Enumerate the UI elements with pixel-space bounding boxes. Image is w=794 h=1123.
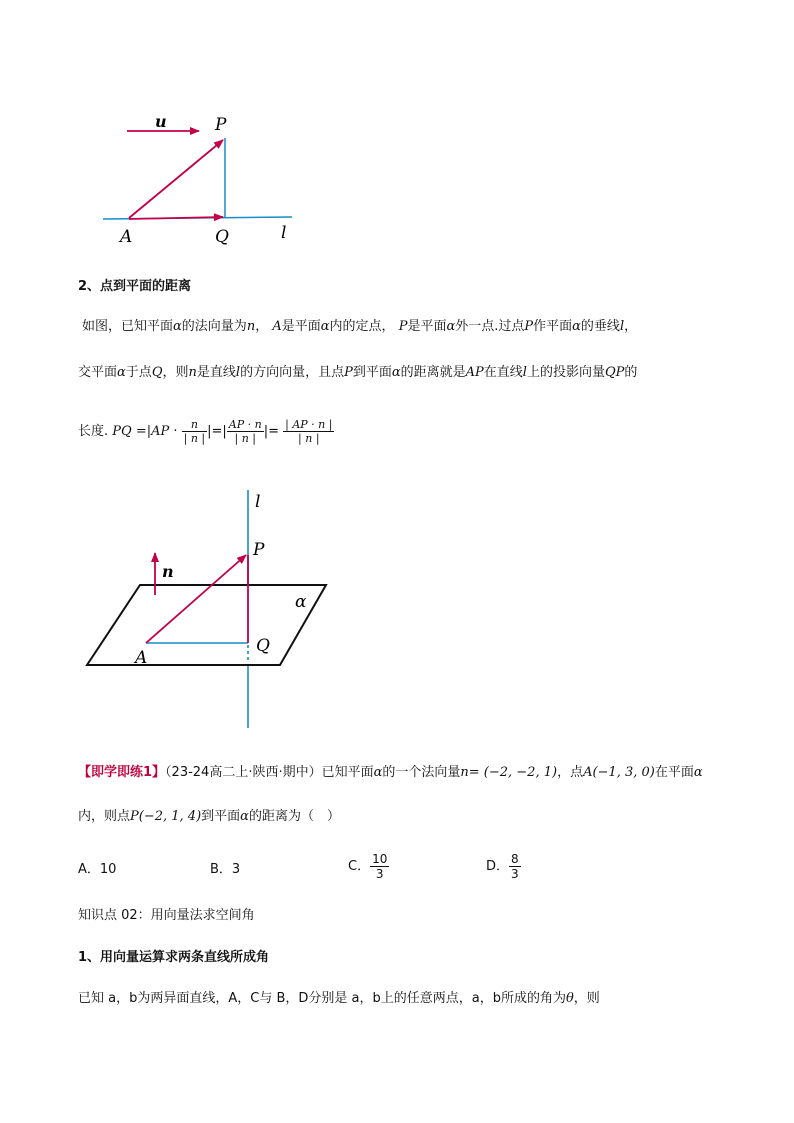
plane-alpha (87, 585, 326, 665)
label-Q: Q (215, 227, 229, 247)
label-A: A (135, 648, 148, 668)
figure-point-to-line (95, 110, 310, 250)
paragraph-line-2: 交平面α于点Q，则n是直线l的方向向量，且点P到平面α的距离就是AP在直线l上的投影向量QP的 (78, 365, 638, 380)
label-l: l (281, 223, 287, 243)
fraction-APn-over-abs-n: $\frac{AP \cdot n}{| n |}$ (228, 418, 262, 445)
label-n: n (162, 562, 174, 581)
paragraph-last-line: 已知 a，b为两异面直线，A，C与 B，D分别是 a，b上的任意两点，a，b所成的角为θ，则 (78, 991, 600, 1006)
exercise-line-2: 内，则点P(−2, 1, 4)到平面α的距离为（ ） (78, 809, 340, 824)
fraction-absAPn-over-abs-n: $\frac{| AP \cdot n |}{| n |}$ (285, 418, 333, 445)
knowledge-point-title: 知识点 02：用向量法求空间角 (78, 908, 255, 923)
exercise-line-1: 【即学即练1】（23-24高二上·陕西·期中）已知平面α的一个法向量n= (−2, −2, 1)，点A(−1, 3, 0)在平面α (78, 765, 703, 780)
option-C[interactable]: C． $\frac{10}{3}$ (348, 852, 388, 881)
option-D[interactable]: D． $\frac{8}{3}$ (486, 852, 519, 881)
option-B[interactable]: B．3 (210, 862, 241, 877)
label-Q: Q (256, 636, 270, 656)
figure-point-to-plane (80, 485, 340, 735)
fraction-n-over-abs-n: $\frac{n}{| n |}$ (183, 418, 206, 445)
paragraph-line-3-formula: 长度. PQ =|AP · $\frac{n}{| n |}$ |=| $\frac{AP \cdot n}{| n |}$ |= $\frac{| AP \cdot n |}{| n |}$ (78, 418, 333, 445)
section-title-point-to-plane: 2、点到平面的距离 (78, 279, 192, 294)
label-P: P (215, 115, 227, 135)
vector-AP (129, 140, 223, 218)
paragraph-line-1: 如图，已知平面α的法向量为n， A是平面α内的定点， P是平面α外一点.过点P作平面α的垂线l， (82, 319, 638, 334)
label-alpha: α (295, 592, 307, 612)
label-u: u (155, 112, 167, 131)
section-title-angle-between-lines: 1、用向量运算求两条直线所成角 (78, 950, 270, 965)
option-A[interactable]: A．10 (78, 862, 117, 877)
label-A: A (120, 227, 133, 247)
label-l: l (255, 492, 261, 512)
vector-AQ (129, 217, 223, 219)
label-P: P (253, 540, 265, 560)
vector-AP (146, 555, 246, 643)
exercise-tag: 【即学即练1】 (78, 765, 166, 780)
